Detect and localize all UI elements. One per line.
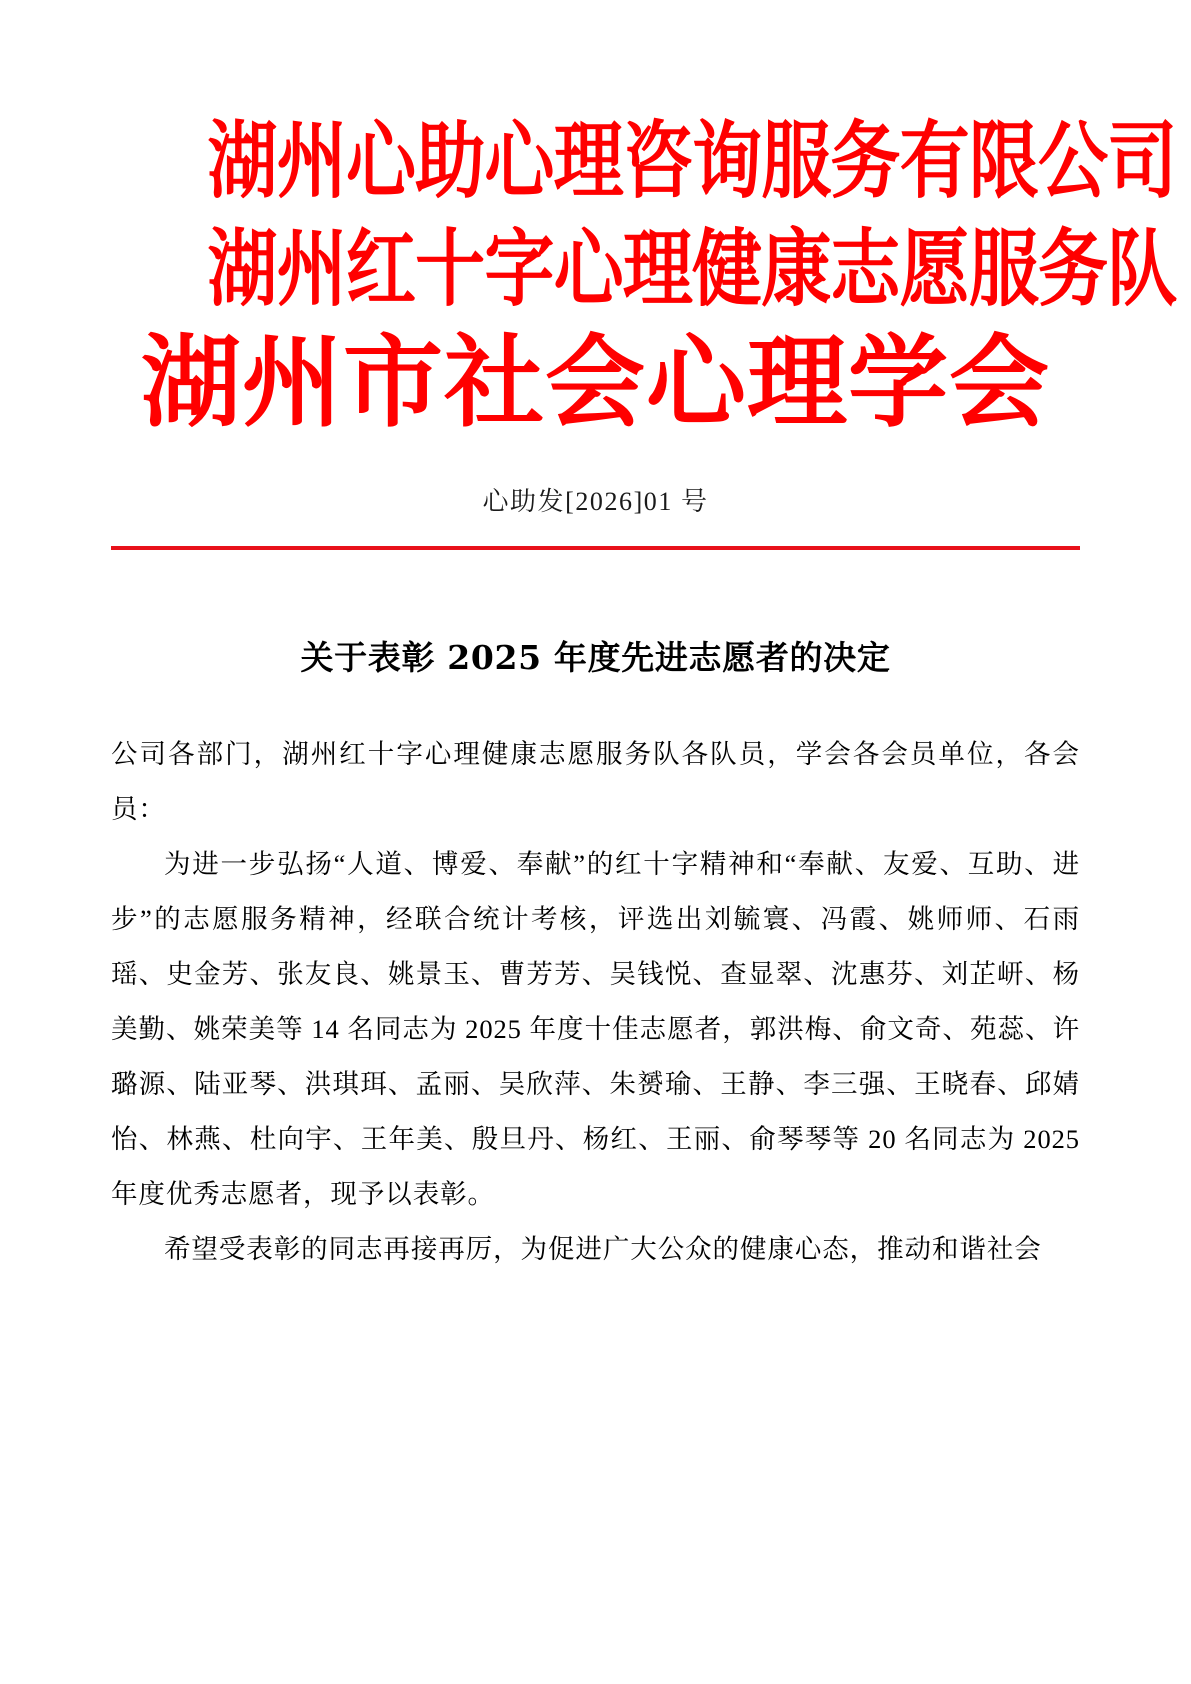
page-title: 关于表彰 2025 年度先进志愿者的决定 (300, 638, 891, 678)
letterhead-line-company: 湖州心助心理咨询服务有限公司 (207, 111, 1177, 210)
letterhead-line-volunteer-team: 湖州红十字心理健康志愿服务队 (207, 218, 1177, 318)
document-body (111, 727, 1080, 1277)
document-number: 心助发[2026]01 号 (482, 487, 709, 517)
paragraph-salutation: 公司各部门，湖州红十字心理健康志愿服务队各队员，学会各会员单位，各会员： (111, 739, 1080, 825)
letterhead (111, 0, 1177, 442)
letterhead-line-society: 湖州市社会心理学会 (141, 323, 1050, 442)
paragraph-encouragement: 希望受表彰的同志再接再厉，为促进广大公众的健康心态，推动和谐社会 (164, 1234, 1042, 1265)
paragraph-commendation-list: 为进一步弘扬“人道、博爱、奉献”的红十字精神和“奉献、友爱、互助、进步”的志愿服务精神，经联合统计考核，评选出刘毓寰、冯霞、姚师师、石雨瑶、史金芳、张友良、姚景玉、曹芳芳、吴钱悦、查显翠、沈惠芬、刘芷岍、杨美勤、姚荣美等 14 名同志为 2025 年度十佳志愿者，郭洪梅、俞文奇、苑蕊、许璐源、陆亚琴、洪琪珥、孟丽、吴欣萍、朱赟瑜、王静、李三强、王晓春、邱婧怡、林燕、杜向宇、王年美、殷旦丹、杨红、王丽、俞琴琴等 20 名同志为 2025 年度优秀志愿者，现予以表彰。 (111, 849, 1080, 1210)
red-divider-rule (111, 546, 1080, 550)
